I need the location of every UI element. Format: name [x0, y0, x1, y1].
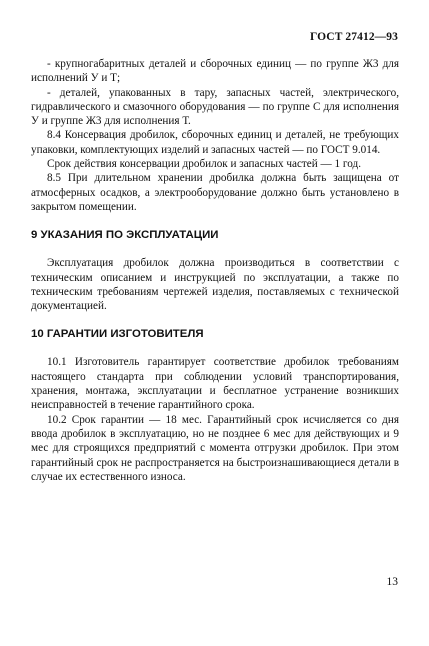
paragraph-8-4: 8.4 Консервация дробилок, сборочных единиц и деталей, не требующих упаковки, комплектующих изделий и запасных частей — по ГОСТ 9.014.	[31, 129, 399, 156]
section-10-heading: 10 ГАРАНТИИ ИЗГОТОВИТЕЛЯ	[31, 328, 204, 341]
page-body	[31, 57, 399, 484]
section-9-heading: 9 УКАЗАНИЯ ПО ЭКСПЛУАТАЦИИ	[31, 229, 219, 242]
spacer	[31, 341, 399, 355]
paragraph-preservation-term: Срок действия консервации дробилок и запасных частей — 1 год.	[47, 158, 362, 171]
paragraph-packed-parts: - деталей, упакованных в тару, запасных частей, электрического, гидравлического и смазочного оборудования — по группе С для исполнения У и группе Ж3 для исполнения Т.	[31, 86, 399, 128]
standard-number: ГОСТ 27412—93	[309, 31, 398, 43]
page-number: 13	[386, 576, 398, 588]
spacer	[31, 313, 399, 327]
section-9-paragraph: Эксплуатация дробилок должна производиться в соответствии с техническим описанием и инструкцией по эксплуатации, а также по техническим требованиям чертежей изделия, поставляемых с технической документацией.	[31, 257, 399, 313]
paragraph-10-1: 10.1 Изготовитель гарантирует соответствие дробилок требованиям настоящего стандарта при соблюдении условий транспортирования, хранения, монтажа, эксплуатации и бесплатное устранение возникших неисправностей в течение гарантийного срока.	[31, 356, 399, 412]
paragraph-10-2: 10.2 Срок гарантии — 18 мес. Гарантийный срок исчисляется со дня ввода дробилок в эксплуатацию, но не позднее 6 мес для действующих и 9 мес для строящихся предприятий с момента отгрузки дробилок. При этом гарантийный срок не распространяется на быстроизнашивающиеся детали в случае их естественного износа.	[31, 413, 399, 483]
spacer	[31, 242, 399, 256]
paragraph-8-5: 8.5 При длительном хранении дробилка должна быть защищена от атмосферных осадков, а электрооборудование должно быть установлено в закрытом помещении.	[31, 172, 399, 213]
paragraph-large-parts: - крупногабаритных деталей и сборочных единиц — по группе Ж3 для исполнений У и Т;	[31, 58, 399, 85]
spacer	[31, 214, 399, 228]
